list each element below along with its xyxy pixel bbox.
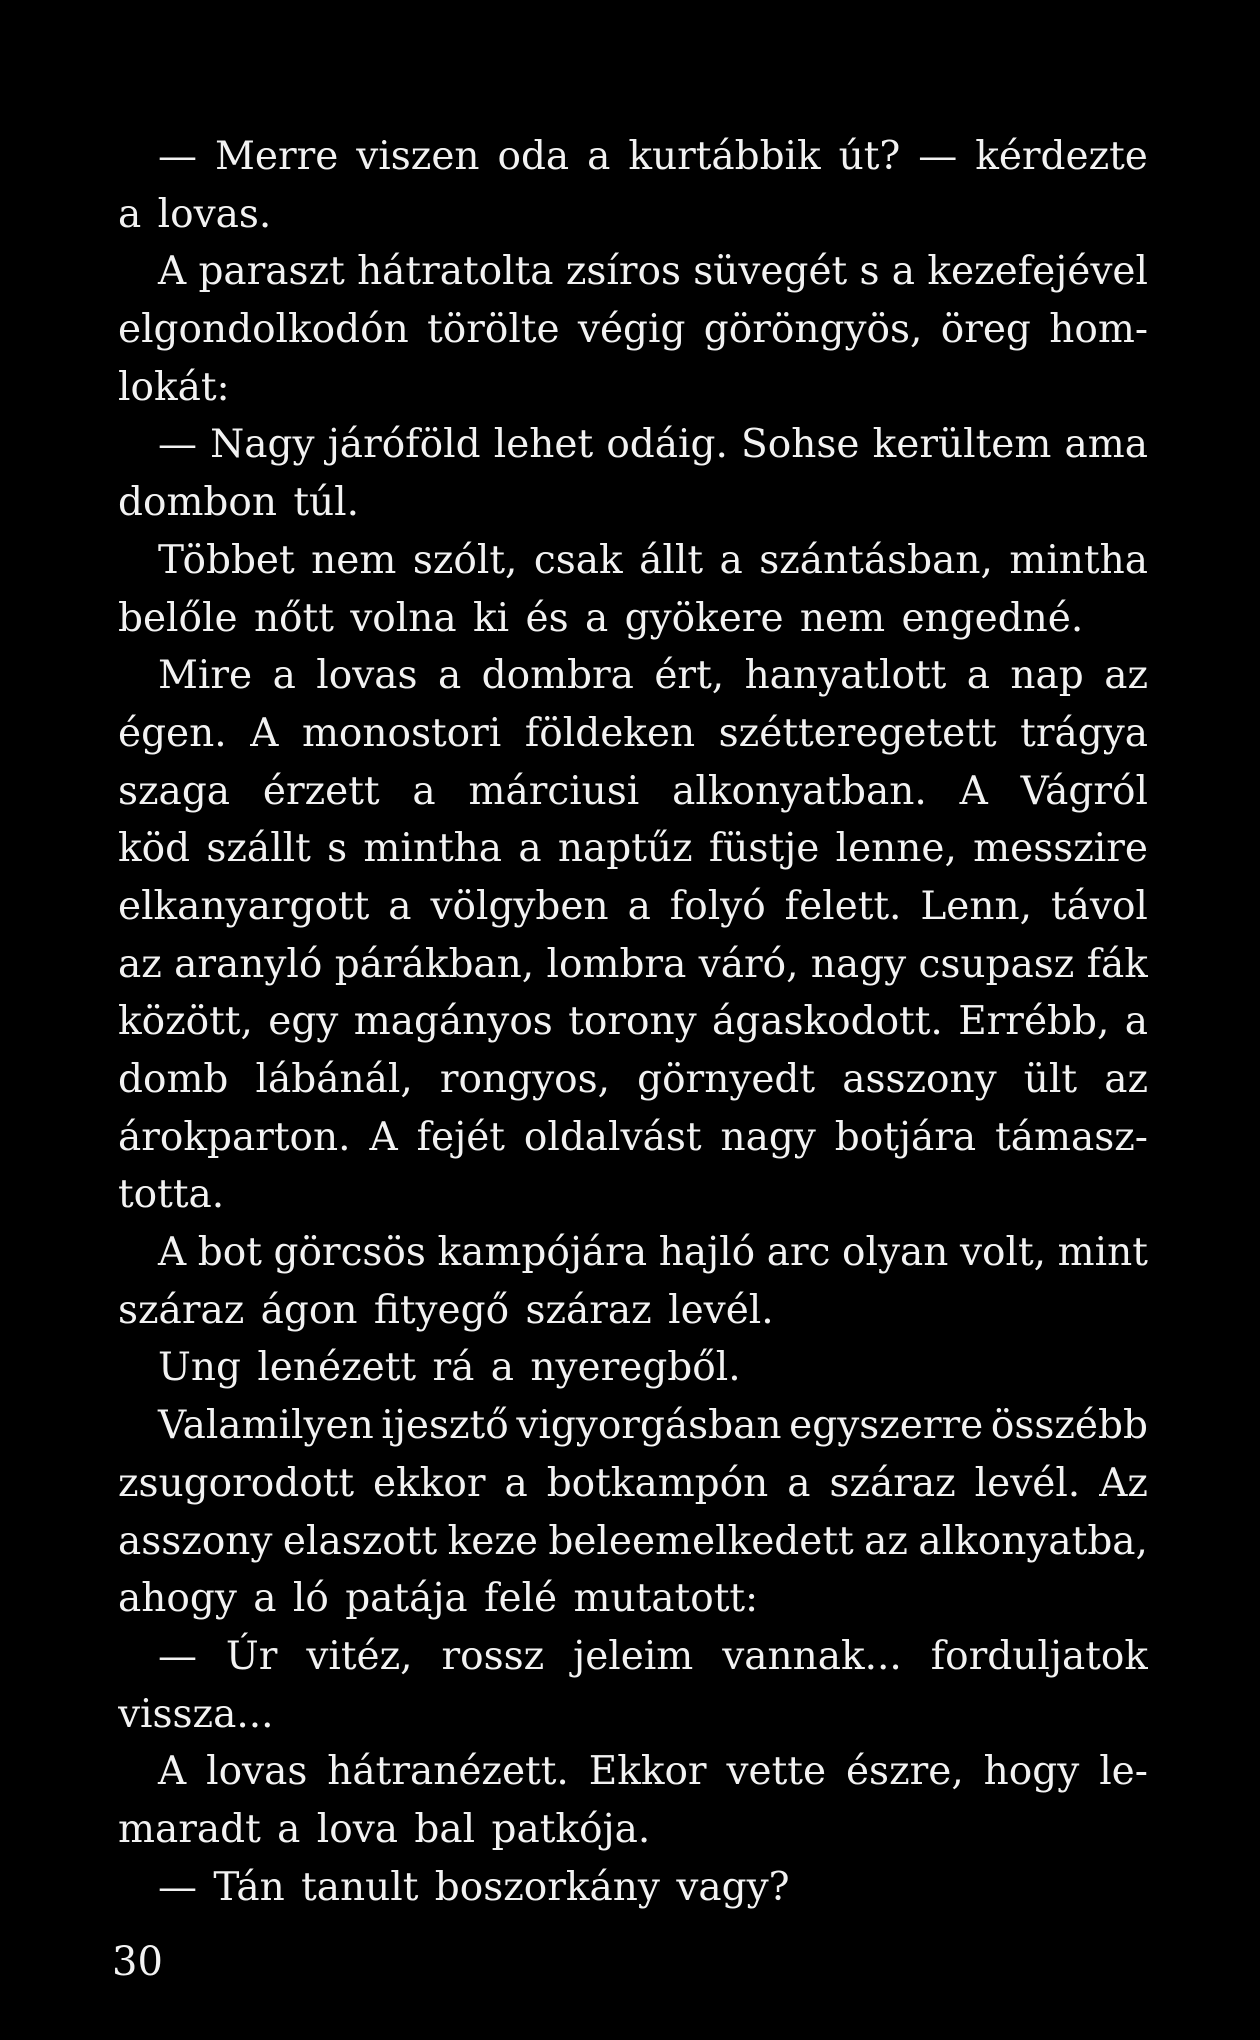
word: — — [158, 1864, 197, 1910]
word: árokparton. — [118, 1114, 351, 1160]
word: kerültem — [872, 422, 1052, 468]
text-line — [118, 416, 1148, 474]
text-line — [118, 1109, 1148, 1167]
word: oldalvást — [523, 1114, 702, 1160]
word: a — [388, 883, 412, 929]
word: levél. — [974, 1460, 1081, 1506]
word: nagy — [720, 1114, 816, 1160]
word: ért, — [654, 653, 725, 699]
word: volt, — [960, 1230, 1047, 1276]
word: csupasz — [918, 941, 1075, 987]
word: és — [525, 595, 569, 641]
word: oda — [497, 134, 570, 179]
text-line — [118, 186, 1148, 244]
text-line — [118, 878, 1148, 936]
word: rongyos, — [439, 1057, 610, 1102]
word: belőle — [118, 595, 238, 641]
word: törölte — [427, 307, 560, 353]
text-line — [118, 993, 1148, 1051]
word: lehet — [493, 422, 594, 468]
word: folyó — [669, 883, 766, 929]
word: ahogy — [118, 1576, 237, 1622]
word: patája — [345, 1576, 468, 1622]
word: végig — [577, 307, 686, 353]
text-line — [118, 1166, 1148, 1224]
word: ekkor — [373, 1460, 486, 1506]
word: dombra — [481, 653, 634, 699]
word: állt — [639, 537, 704, 583]
word: hanyatlott — [744, 653, 947, 699]
word: torony — [568, 999, 697, 1045]
word: nem — [311, 537, 397, 583]
text-line — [118, 1051, 1148, 1109]
word: mintha — [363, 826, 503, 872]
word: a — [587, 134, 611, 179]
word: nyeregből. — [530, 1345, 741, 1391]
word: távol — [1050, 883, 1148, 929]
word: csak — [533, 537, 623, 583]
word: összébb — [990, 1403, 1148, 1449]
word: levél. — [668, 1287, 774, 1333]
word: lovas — [316, 653, 418, 699]
word: kérdezte — [975, 134, 1148, 179]
text-line — [118, 647, 1148, 705]
word: tanult — [301, 1864, 419, 1910]
word: szólt, — [412, 537, 518, 583]
word: domb — [118, 1057, 229, 1102]
word: füstje — [708, 826, 820, 872]
word: észre, — [845, 1749, 964, 1795]
word: A — [158, 1230, 187, 1276]
word: égen. — [118, 710, 227, 756]
word: magányos — [353, 999, 553, 1045]
word: rossz — [441, 1633, 545, 1679]
word: a — [277, 1806, 301, 1852]
word: Vágról — [1020, 768, 1148, 814]
word: Többet — [158, 537, 295, 583]
text-line — [118, 1628, 1148, 1686]
word: — — [158, 134, 197, 179]
word: vissza... — [118, 1691, 274, 1737]
word: túl. — [293, 480, 360, 526]
word: szaga — [118, 768, 231, 814]
word: botkampón — [546, 1460, 769, 1506]
word: ló — [292, 1576, 329, 1622]
word: lovas — [206, 1749, 308, 1795]
word: viszen — [356, 134, 480, 179]
word: vannak... — [722, 1633, 902, 1679]
word: a — [787, 1460, 811, 1506]
word: hogy — [983, 1749, 1080, 1795]
word: le- — [1099, 1749, 1148, 1795]
word: asszony — [842, 1057, 997, 1102]
page-text — [118, 128, 1148, 1916]
word: A — [959, 768, 988, 814]
page-number: 30 — [112, 1939, 163, 1985]
word: göröngyös, — [703, 307, 923, 353]
text-line — [118, 301, 1148, 359]
word: vette — [726, 1749, 827, 1795]
word: elkanyargott — [118, 883, 370, 929]
text-line — [118, 128, 1148, 186]
word: A — [250, 710, 279, 756]
word: — — [158, 1633, 197, 1679]
word: elaszott — [282, 1518, 438, 1564]
word: hom- — [1049, 307, 1148, 353]
word: ki — [473, 595, 510, 641]
word: száraz — [118, 1287, 245, 1333]
word: ijesztő — [381, 1403, 509, 1449]
word: Merre — [214, 134, 339, 179]
word: a — [627, 883, 651, 929]
word: a — [412, 768, 436, 814]
text-line — [118, 243, 1148, 301]
word: lokát: — [118, 364, 230, 410]
word: patkója. — [491, 1806, 651, 1852]
word: arc — [766, 1230, 831, 1276]
word: Errébb, — [958, 999, 1110, 1045]
word: fityegő — [373, 1287, 510, 1333]
word: süvegét — [693, 249, 848, 295]
text-line — [118, 1513, 1148, 1571]
word: asszony — [118, 1518, 273, 1564]
word: bal — [414, 1806, 476, 1852]
word: száraz — [829, 1460, 956, 1506]
word: egyszerre — [789, 1403, 984, 1449]
word: kampójára — [437, 1230, 648, 1276]
word: Ung — [158, 1345, 241, 1391]
word: Az — [1099, 1460, 1148, 1506]
word: járóföld — [327, 422, 481, 468]
word: botjára — [834, 1114, 977, 1160]
word: Sohse — [741, 422, 860, 468]
word: a — [504, 1460, 528, 1506]
word: márciusi — [468, 768, 640, 814]
word: keze — [447, 1518, 538, 1564]
word: dombon — [118, 480, 277, 526]
word: trágya — [1020, 710, 1148, 756]
word: szállt — [206, 826, 311, 872]
word: érzett — [262, 768, 380, 814]
word: lova — [316, 1806, 399, 1852]
word: ama — [1064, 422, 1148, 468]
word: nőtt — [253, 595, 334, 641]
word: boszorkány — [434, 1864, 660, 1910]
word: forduljatok — [930, 1633, 1148, 1679]
word: köd — [118, 826, 191, 872]
word: alkonyatba, — [918, 1518, 1148, 1564]
word: ágaskodott. — [712, 999, 943, 1045]
word: fák — [1086, 941, 1148, 987]
word: földeken — [524, 710, 696, 756]
word: az — [1104, 1057, 1148, 1102]
word: mutatott: — [573, 1576, 759, 1622]
word: vigyorgásban — [516, 1403, 782, 1449]
word: lombra — [546, 941, 687, 987]
word: nem — [799, 595, 886, 641]
word: nagy — [810, 941, 907, 987]
word: beleemelkedett — [548, 1518, 854, 1564]
word: ágon — [260, 1287, 358, 1333]
word: alkonyatban. — [672, 768, 927, 814]
word: a — [518, 826, 542, 872]
word: párákban, — [334, 941, 535, 987]
word: A — [158, 249, 187, 295]
text-line — [118, 532, 1148, 590]
word: a — [966, 653, 990, 699]
word: s — [327, 826, 348, 872]
word: görnyedt — [637, 1057, 816, 1102]
word: a — [719, 537, 743, 583]
word: Mire — [158, 653, 253, 699]
word: a — [437, 653, 462, 699]
word: között, — [118, 999, 253, 1045]
text-line — [118, 1570, 1148, 1628]
word: lenézett — [257, 1345, 417, 1391]
word: Tán — [213, 1864, 285, 1910]
word: út? — [838, 134, 901, 179]
word: az — [1104, 653, 1148, 699]
word: monostori — [301, 710, 502, 756]
text-line — [118, 1224, 1148, 1282]
word: totta. — [118, 1172, 225, 1218]
word: szántásban, — [759, 537, 993, 583]
text-line — [118, 820, 1148, 878]
word: nap — [1010, 653, 1084, 699]
word: váró, — [698, 941, 799, 987]
word: görcsös — [273, 1230, 426, 1276]
word: a — [118, 191, 142, 237]
word: lenne, — [835, 826, 957, 872]
text-line — [118, 1801, 1148, 1859]
word: völgyben — [430, 883, 609, 929]
word: odáig. — [606, 422, 728, 468]
word: Lenn, — [920, 883, 1033, 929]
word: jeleim — [573, 1633, 694, 1679]
text-line — [118, 705, 1148, 763]
text-line — [118, 1859, 1148, 1917]
word: vitéz, — [306, 1633, 413, 1679]
word: — — [918, 134, 958, 179]
text-line — [118, 359, 1148, 417]
word: zsíros — [565, 249, 681, 295]
word: gyökere — [624, 595, 784, 641]
word: kurtábbik — [628, 134, 821, 179]
word: a — [253, 1576, 277, 1622]
word: támasz- — [995, 1114, 1148, 1160]
word: Ekkor — [588, 1749, 707, 1795]
word: naptűz — [557, 826, 693, 872]
text-line — [118, 1339, 1148, 1397]
word: zsugorodott — [118, 1460, 355, 1506]
word: Valamilyen — [158, 1403, 374, 1449]
word: öreg — [940, 307, 1031, 353]
word: maradt — [118, 1806, 261, 1852]
word: a — [1124, 999, 1148, 1045]
word: hátratolta — [357, 249, 554, 295]
word: olyan — [842, 1230, 949, 1276]
text-line — [118, 1455, 1148, 1513]
word: lábánál, — [255, 1057, 413, 1102]
text-line — [118, 474, 1148, 532]
word: az — [118, 941, 162, 987]
word: ült — [1023, 1057, 1078, 1102]
word: mintha — [1009, 537, 1148, 583]
word: volna — [350, 595, 457, 641]
word: s — [859, 249, 880, 295]
word: a — [272, 653, 296, 699]
word: Úr — [225, 1633, 278, 1679]
word: mint — [1057, 1230, 1148, 1276]
word: messzire — [973, 826, 1148, 872]
text-line — [118, 1743, 1148, 1801]
word: bot — [197, 1230, 262, 1276]
text-line — [118, 1282, 1148, 1340]
word: egy — [268, 999, 339, 1045]
word: rá — [432, 1345, 475, 1391]
word: hátranézett. — [327, 1749, 569, 1795]
word: fejét — [416, 1114, 505, 1160]
word: szétteregetett — [718, 710, 997, 756]
text-line — [118, 936, 1148, 994]
word: engedné. — [901, 595, 1084, 641]
text-line — [118, 590, 1148, 648]
word: a — [490, 1345, 514, 1391]
word: száraz — [525, 1287, 652, 1333]
word: Nagy — [210, 422, 315, 468]
word: hajló — [658, 1230, 756, 1276]
word: kezefejével — [927, 249, 1148, 295]
word: elgondolkodón — [118, 307, 409, 353]
text-line — [118, 763, 1148, 821]
word: paraszt — [198, 249, 345, 295]
word: felett. — [784, 883, 902, 929]
word: A — [369, 1114, 398, 1160]
word: a — [891, 249, 916, 295]
word: — — [158, 422, 197, 468]
text-line — [118, 1397, 1148, 1455]
word: vagy? — [676, 1864, 790, 1910]
word: felé — [484, 1576, 558, 1622]
word: az — [864, 1518, 908, 1564]
word: A — [158, 1749, 187, 1795]
word: a — [584, 595, 609, 641]
word: aranyló — [174, 941, 323, 987]
text-line — [118, 1686, 1148, 1744]
word: lovas. — [157, 191, 272, 237]
